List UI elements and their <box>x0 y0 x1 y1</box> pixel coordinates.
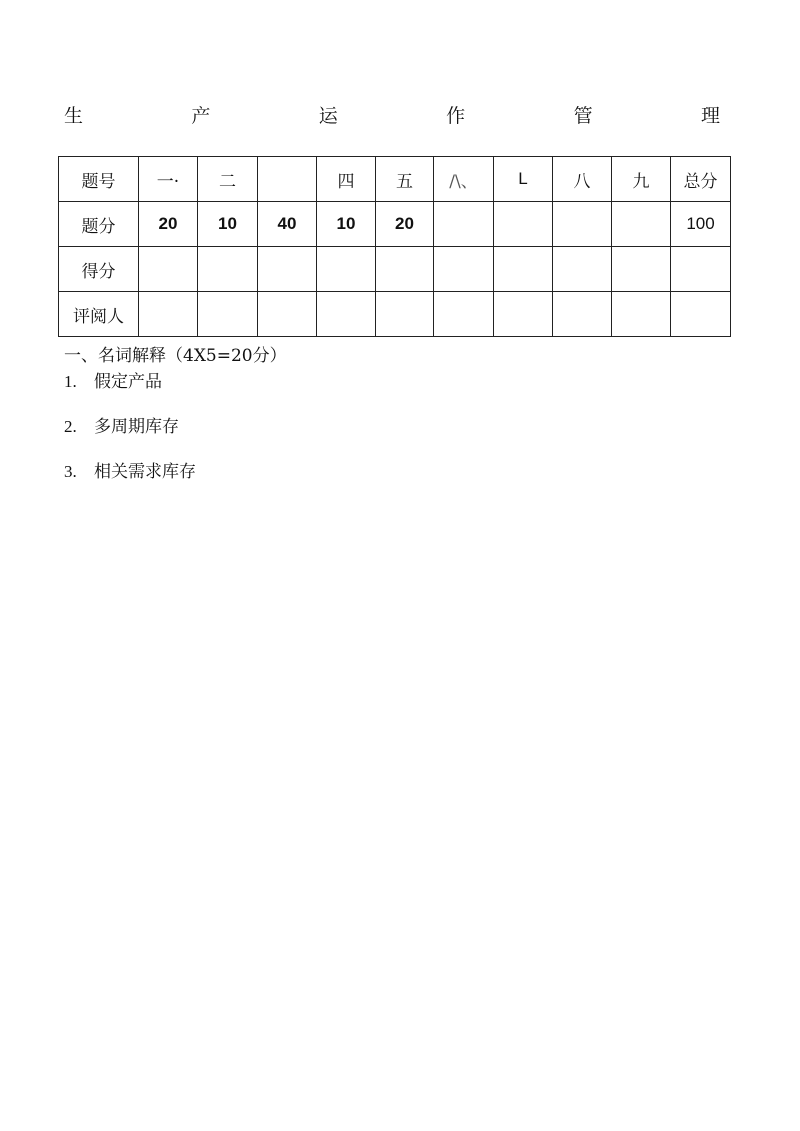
table-row-question-number <box>59 157 731 202</box>
reviewer-cell <box>612 292 671 337</box>
reviewer-cell <box>258 292 317 337</box>
header-cell: 八 <box>553 157 612 202</box>
question-item <box>64 461 196 483</box>
section-heading: 一、名词解释（4X5=20分） <box>64 346 287 366</box>
score-cell <box>434 247 494 292</box>
points-cell <box>494 202 553 247</box>
points-cell <box>553 202 612 247</box>
header-cell: 五 <box>376 157 434 202</box>
points-cell: 10 <box>317 202 376 247</box>
score-cell <box>376 247 434 292</box>
points-cell: 10 <box>198 202 258 247</box>
score-cell <box>612 247 671 292</box>
question-number: 2. <box>64 417 77 436</box>
header-cell: 题号 <box>59 157 139 202</box>
reviewer-cell <box>376 292 434 337</box>
table-row-points <box>59 202 731 247</box>
reviewer-cell <box>494 292 553 337</box>
question-item <box>64 416 179 438</box>
header-cell <box>258 157 317 202</box>
header-cell: 一· <box>139 157 198 202</box>
header-cell: 总分 <box>671 157 731 202</box>
header-cell: 四 <box>317 157 376 202</box>
score-cell <box>494 247 553 292</box>
row-label: 得分 <box>59 247 139 292</box>
reviewer-cell <box>198 292 258 337</box>
title-char: 生 <box>64 105 84 127</box>
question-number: 1. <box>64 372 77 391</box>
score-cell <box>258 247 317 292</box>
reviewer-cell <box>317 292 376 337</box>
points-cell: 20 <box>139 202 198 247</box>
score-cell <box>198 247 258 292</box>
title-char: 运 <box>318 105 338 127</box>
title-char: 理 <box>700 105 720 127</box>
reviewer-cell <box>671 292 731 337</box>
title-char: 管 <box>573 105 593 127</box>
row-label: 评阅人 <box>59 292 139 337</box>
header-cell: L <box>494 157 553 202</box>
exam-title <box>64 104 720 128</box>
title-char: 产 <box>191 105 211 127</box>
table-row-score <box>59 247 731 292</box>
reviewer-cell <box>553 292 612 337</box>
score-table <box>58 156 731 337</box>
reviewer-cell <box>434 292 494 337</box>
score-cell <box>317 247 376 292</box>
points-cell <box>612 202 671 247</box>
score-cell <box>139 247 198 292</box>
points-cell: 40 <box>258 202 317 247</box>
question-number: 3. <box>64 462 77 481</box>
question-item <box>64 371 162 393</box>
reviewer-cell <box>139 292 198 337</box>
row-label: 题分 <box>59 202 139 247</box>
header-cell: 九 <box>612 157 671 202</box>
question-text: 多周期库存 <box>94 417 179 437</box>
header-cell: /\、 <box>434 157 494 202</box>
total-points-cell: 100 <box>671 202 731 247</box>
title-char: 作 <box>446 105 466 127</box>
points-cell: 20 <box>376 202 434 247</box>
table-row-reviewer <box>59 292 731 337</box>
points-cell <box>434 202 494 247</box>
question-text: 相关需求库存 <box>94 462 196 482</box>
score-cell <box>671 247 731 292</box>
question-text: 假定产品 <box>94 372 162 392</box>
score-cell <box>553 247 612 292</box>
header-cell: 二 <box>198 157 258 202</box>
